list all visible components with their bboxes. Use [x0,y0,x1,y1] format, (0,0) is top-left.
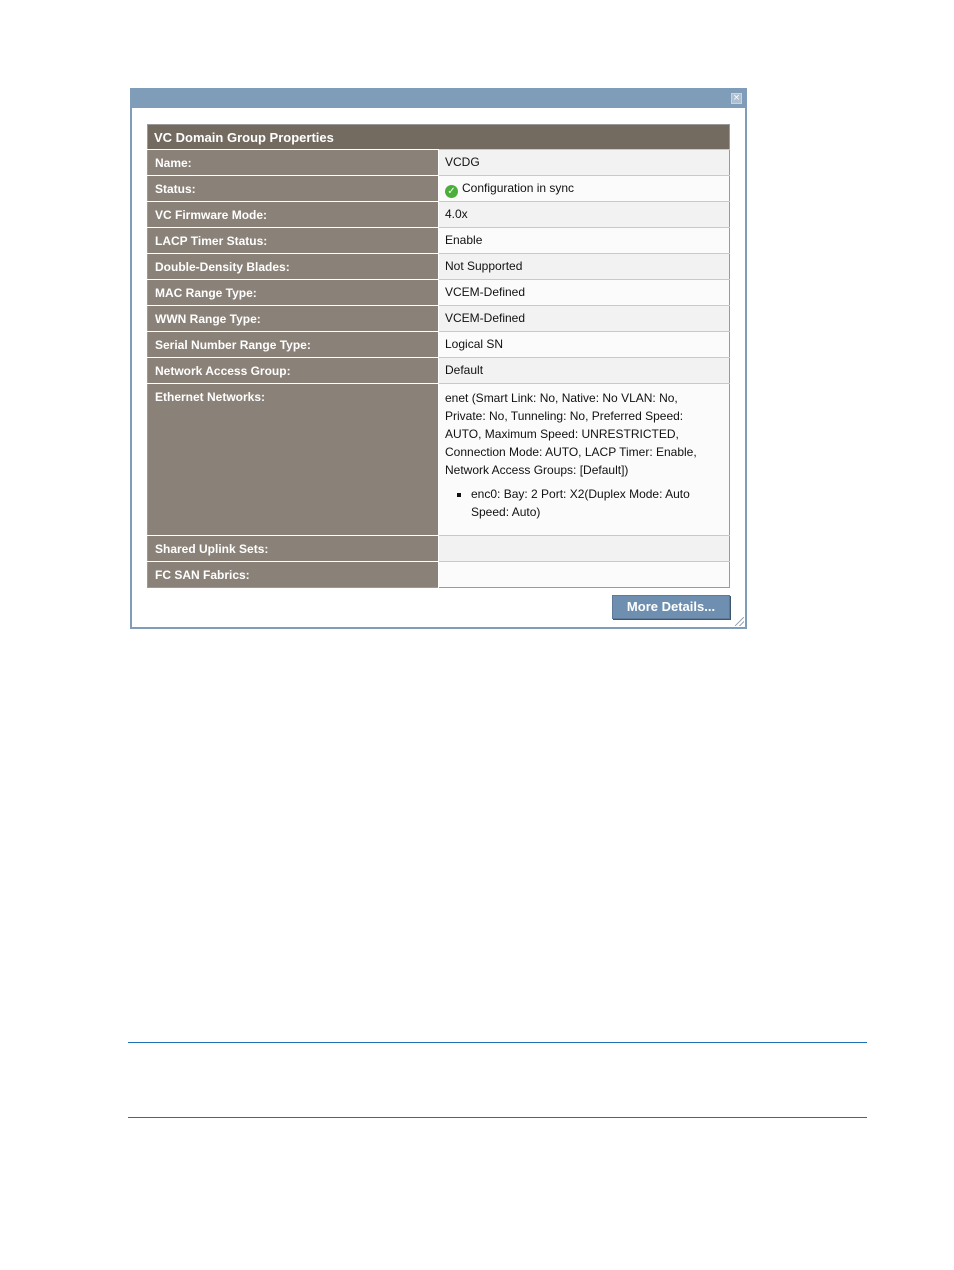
dialog-body [132,108,745,627]
dialog-titlebar[interactable] [130,88,747,108]
row-value-network-access-group: Default [439,358,730,384]
row-value-mac-range: VCEM-Defined [439,280,730,306]
table-row [148,202,730,228]
row-value-ethernet-networks [439,384,730,536]
row-value-fc-san-fabrics [439,562,730,588]
row-label-firmware-mode: VC Firmware Mode: [148,202,439,228]
row-label-double-density: Double-Density Blades: [148,254,439,280]
row-label-serial-range: Serial Number Range Type: [148,332,439,358]
row-value-wwn-range: VCEM-Defined [439,306,730,332]
row-label-network-access-group: Network Access Group: [148,358,439,384]
ethernet-network-description: enet (Smart Link: No, Native: No VLAN: No, Private: No, Tunneling: No, Preferred Speed: AUTO, Maximum Speed: UNRESTRICTED, Connection Mode: AUTO, LACP Timer: Enable, Network Access Groups: [Default]) [445,391,697,477]
more-details-button[interactable]: More Details... [612,595,730,619]
close-icon[interactable]: × [732,93,741,103]
properties-dialog [130,88,747,629]
row-label-ethernet-networks: Ethernet Networks: [148,384,439,536]
row-value-status [439,176,730,202]
properties-table [147,124,730,588]
row-value-double-density: Not Supported [439,254,730,280]
table-row [148,150,730,176]
table-header: VC Domain Group Properties [148,125,730,150]
table-row [148,254,730,280]
table-row [148,280,730,306]
divider-top [128,1042,867,1043]
table-row [148,176,730,202]
resize-grip-icon[interactable] [735,617,744,626]
table-row [148,306,730,332]
row-label-lacp-timer: LACP Timer Status: [148,228,439,254]
row-label-mac-range: MAC Range Type: [148,280,439,306]
table-row [148,228,730,254]
status-text: Configuration in sync [462,181,575,195]
list-item: ▪ enc0: Bay: 2 Port: X2(Duplex Mode: Auto Speed: Auto) [471,485,719,521]
table-row [148,536,730,562]
table-row [148,358,730,384]
row-label-fc-san-fabrics: FC SAN Fabrics: [148,562,439,588]
ethernet-port-list [445,485,729,521]
row-value-serial-range: Logical SN [439,332,730,358]
row-label-wwn-range: WWN Range Type: [148,306,439,332]
table-row [148,384,730,536]
row-label-shared-uplink-sets: Shared Uplink Sets: [148,536,439,562]
row-value-firmware-mode: 4.0x [439,202,730,228]
table-row [148,332,730,358]
row-value-name: VCDG [439,150,730,176]
row-label-status: Status: [148,176,439,202]
table-row [148,562,730,588]
row-value-lacp-timer: Enable [439,228,730,254]
row-label-name: Name: [148,150,439,176]
check-circle-icon: ✓ [445,185,458,198]
row-value-shared-uplink-sets [439,536,730,562]
divider-bottom [128,1117,867,1118]
